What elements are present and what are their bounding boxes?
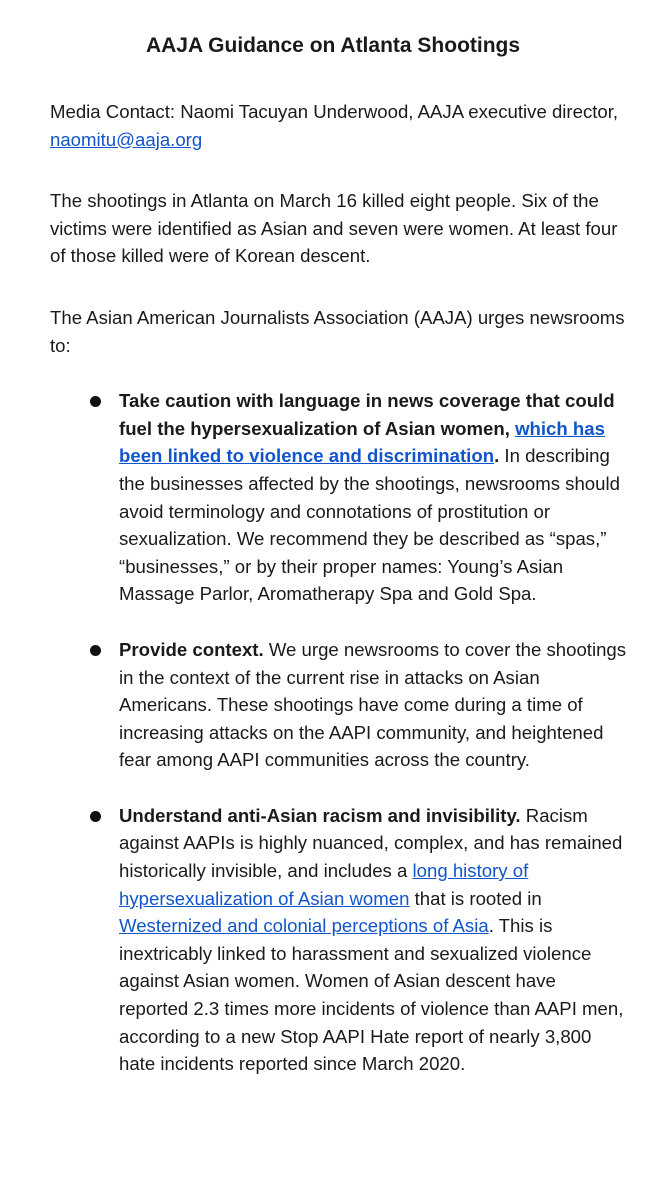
bullet-icon (90, 396, 101, 407)
colonial-perceptions-link[interactable]: Westernized and colonial perceptions of Asia (119, 915, 489, 937)
guidance-body-context: We urge newsrooms to cover the shootings in the context of the current rise in attacks on Asian Americans. These shootings have come during a time of increasing attacks on the AAPI community, and heightened fear among AAPI communities across the country. (119, 638, 627, 771)
guidance-body-racism-b: that is rooted in (409, 887, 542, 909)
guidance-item-context (50, 636, 636, 774)
guidance-heading-period: . (494, 445, 500, 467)
media-contact (50, 98, 636, 153)
hypersexualization-history-link[interactable]: long history of hypersexualization of Asian women (119, 860, 529, 909)
guidance-body-language: In describing the businesses affected by the shootings, newsrooms should avoid terminology and connotations of prostitution or sexualization. We recommend they be described as “spas,” “businesses,” or by their proper names: Young’s Asian Massage Parlor, Aromatherapy Spa and Gold Spa. (119, 445, 620, 605)
contact-email-link[interactable]: naomitu@aaja.org (50, 128, 203, 150)
guidance-list (50, 387, 636, 1078)
guidance-heading-context: Provide context. (119, 638, 264, 660)
guidance-heading-racism: Understand anti-Asian racism and invisibility. (119, 804, 521, 826)
guidance-item-language (50, 387, 636, 608)
intro-paragraph: The Asian American Journalists Association (AAJA) urges newsrooms to: (50, 306, 625, 356)
guidance-body-racism-a: Racism against AAPIs is highly nuanced, complex, and has remained historically invisible, and includes a (119, 804, 623, 882)
guidance-heading-text: Take caution with language in news coverage that could fuel the hypersexualization of Asian women, (119, 390, 615, 439)
guidance-body-racism-c: . This is inextricably linked to harassment and sexualized violence against Asian women. Women of Asian descent have reported 2.3 times more incidents of violence than AAPI men, according to a new Stop AAPI Hate report of nearly 3,800 hate incidents reported since March 2020. (119, 915, 624, 1075)
bullet-icon (90, 811, 101, 822)
summary-paragraph: The shootings in Atlanta on March 16 killed eight people. Six of the victims were identified as Asian and seven were women. At least four of those killed were of Korean descent. (50, 190, 618, 267)
media-contact-text: Media Contact: Naomi Tacuyan Underwood, AAJA executive director, (50, 101, 619, 122)
violence-discrimination-link[interactable]: which has been linked to violence and discrimination (119, 417, 605, 467)
bullet-icon (90, 645, 101, 656)
page-title: AAJA Guidance on Atlanta Shootings (145, 34, 521, 57)
guidance-item-racism (50, 802, 636, 1078)
